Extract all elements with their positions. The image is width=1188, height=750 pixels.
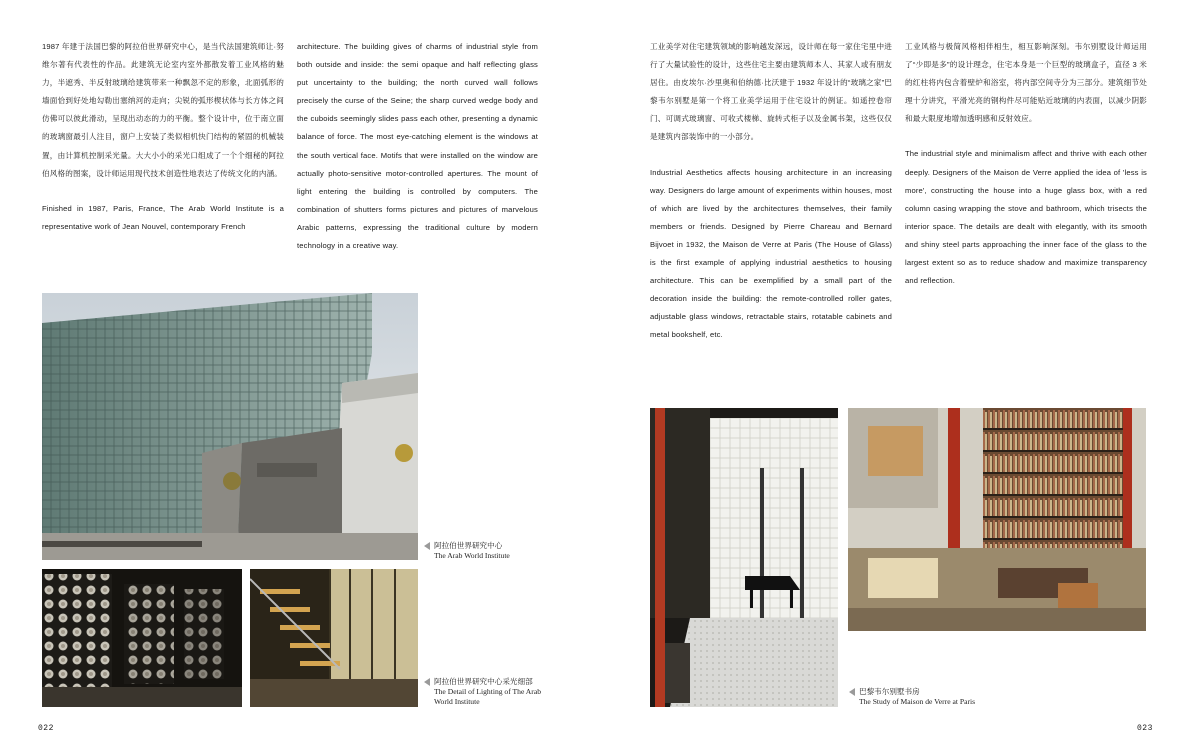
left-main-caption-en: The Arab World Institute	[434, 551, 510, 560]
right-col2-english-text: The industrial style and minimalism affect and thrive with each other deeply. Designers of the Maison de Verre applied the idea of 'less is more', constructing the house into a huge glass box, with a red column casing wrapping the stove and bathroom, which trisects the interior space. The details are dealt with elegantly, with its smooth and shiny steel parts approaching the inner face of the glass to the largest extent so as to reduce shadow and maximize transparency and reflection.	[905, 149, 1147, 286]
caption-triangle-icon	[424, 542, 430, 550]
right-col1-chinese-text: 工业美学对住宅建筑领域的影响越发深远，设计师在每一家住宅里中进行了大量试验性的设计，这些住宅主要由建筑师本人、其家人或有朋友居住。由皮埃尔·沙里奥和伯纳德·比沃建于 1932 年设计的“玻璃之家”巴黎韦尔别墅是第一个将工业美学运用于住宅设计的例证。如遥控卷帘门、可调式玻璃窗、可收式楼梯、旋转式柜子以及金属书架，这些仅仅是建筑内部装饰中的一小部分。	[650, 42, 892, 142]
arab-world-institute-photo	[42, 293, 418, 560]
maison-de-verre-interior-photo	[650, 408, 838, 707]
right-caption-zh: 巴黎韦尔别墅书房	[859, 687, 920, 696]
left-detail-caption-en: The Detail of Lighting of The Arab World Institute	[434, 687, 541, 706]
left-detail-caption	[434, 677, 544, 707]
right-caption-en: The Study of Maison de Verre at Paris	[859, 697, 976, 706]
right-col1-english-text: Industrial Aesthetics affects housing architecture in an increasing way. Designers do large amount of experiments within houses, most of which are lived by the architectures themselves, their family members or friends. Designed by Pierre Chareau and Bernard Bijvoet in 1932, the Maison de Verre at Paris (The House of Glass) is the first example of applying industrial aesthetics to housing architecture. This can be exemplified by a small part of the decoration inside the building: the remote-controlled roller gates, adjustable glass windows, retractable stairs, rotatable cabinets and metal bookshelf, etc.	[650, 167, 892, 340]
left-column-1	[42, 38, 284, 236]
left-main-caption-zh: 阿拉伯世界研究中心	[434, 541, 503, 550]
page-number-left: 022	[38, 724, 54, 733]
left-detail-caption-zh: 阿拉伯世界研究中心采光细部	[434, 677, 533, 686]
right-column-1	[650, 38, 892, 345]
left-column-2	[297, 38, 538, 255]
right-column-2	[905, 38, 1147, 290]
right-caption	[859, 687, 1009, 707]
lighting-detail-photo-1	[42, 569, 242, 707]
page-number-right: 023	[1137, 724, 1153, 733]
caption-triangle-icon	[849, 688, 855, 696]
caption-triangle-icon	[424, 678, 430, 686]
maison-de-verre-study-photo	[848, 408, 1146, 631]
left-main-caption	[434, 541, 544, 561]
left-col1-chinese-text: 1987 年建于法国巴黎的阿拉伯世界研究中心，是当代法国建筑师让·努维尔著有代表性的作品。此建筑无论室内室外都散发着工业风格的魅力，半遮秀、半反射玻璃给建筑带来一种飘忽不定的形象，北面弧形的墙面恰到好处地勾勒出塞纳河的走向；尖锐的弧形楔状体与长方体之间仿佛可以彼此滑动，呈现出动态的力的平衡。整个设计中，位于南立面的玻璃窗最引人注目，窗户上安装了类似相机快门结构的紧固的机械装置，由计算机控制采光量。大大小小的采光口组成了一个个细秘的阿拉伯风格的图案，设计师运用现代技术创造性地表达了传统文化的内涵。	[42, 42, 284, 178]
lighting-detail-photo-2	[250, 569, 418, 707]
right-col2-chinese-text: 工业风格与极简风格相伴相生，相互影响深刻。韦尔别墅设计师运用了“少即是多”的设计理念，住宅本身是一个巨型的玻璃盒子，直径 3 米的红柱将内包含着壁炉和浴室，将内部空间寺分为三部分。建筑细节处理十分讲究，平滑光亮的钢构件尽可能贴近玻璃的内表面，以减少阴影和最大限度地增加透明感和反射效应。	[905, 42, 1147, 124]
left-col2-english-text: architecture. The building gives of charms of industrial style from both outside and inside: the semi opaque and half reflecting glass put uncertainty to the building; the north curved wall follows precisely the curse of the Seine; the sharp curved wedge body and the cuboids seemingly slides pass each other, presenting a dynamic balance of force. The most eye-catching element is the windows at the south vertical face. Motifs that were installed on the window are actually photo-sensitive motor-controlled apertures. The mount of light entering the building is controlled by computers. The combination of shutters forms pictures and pictures of marvelous Arabic patterns, expressing the traditional culture by modern technology in a creative way.	[297, 42, 538, 251]
left-col1-english-text: Finished in 1987, Paris, France, The Arab World Institute is a representative work of Jean Nouvel, contemporary French	[42, 203, 284, 231]
